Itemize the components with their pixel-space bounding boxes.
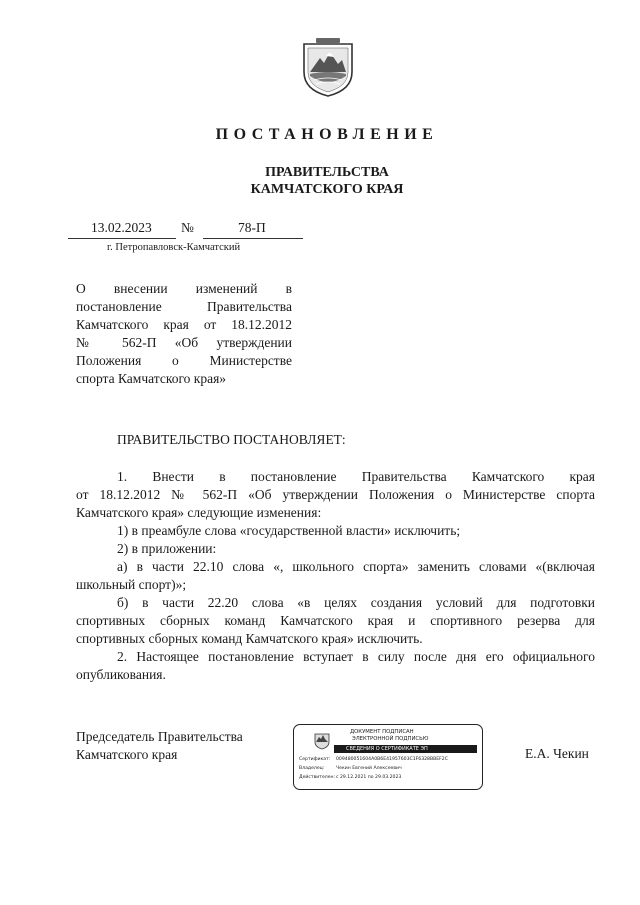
signatory-name: Е.А. Чекин [525, 746, 589, 761]
body-line: спортивных сборных команд Камчатского края» исключить. [76, 631, 423, 646]
stamp-heading: ЭЛЕКТРОННОЙ ПОДПИСЬЮ [352, 736, 429, 742]
body-line: б) в части 22.20 слова «в целях создания условий для подготовки [117, 595, 595, 610]
stamp-heading: ДОКУМЕНТ ПОДПИСАН [350, 729, 414, 735]
stamp-key: Действителен: [299, 775, 336, 780]
signatory-position [76, 728, 243, 764]
stamp-owner-row [299, 766, 402, 771]
stamp-value: 009480051604A0B6E41957603C1F6328BBEF2C [336, 757, 448, 762]
body-line: опубликования. [76, 667, 166, 682]
decree-heading: ПРАВИТЕЛЬСТВО ПОСТАНОВЛЯЕТ: [117, 432, 346, 447]
document-subject [76, 280, 292, 388]
issuer-line-2: КАМЧАТСКОГО КРАЯ [250, 182, 404, 197]
body-line: от 18.12.2012 № 562-П «Об утверждении Положения о Министерстве спорта [76, 487, 595, 502]
subject-line: спорта Камчатского края» [76, 371, 227, 386]
stamp-key: Владелец: [299, 766, 325, 771]
number-sign: № [181, 220, 194, 235]
document-city: г. Петропавловск-Камчатский [107, 242, 241, 253]
body-line: 1. Внести в постановление Правительства Камчатского края [117, 469, 595, 484]
subject-line: Положения о Министерстве [76, 353, 292, 368]
stamp-validity-row [299, 775, 401, 780]
subject-line: О внесении изменений в [76, 281, 292, 296]
body-line: 2) в приложении: [117, 541, 217, 556]
body-line: 2. Настоящее постановление вступает в силу после дня его официального [117, 649, 595, 664]
subject-line: № 562-П «Об утверждении [76, 335, 292, 350]
signatory-position-line: Председатель Правительства [76, 729, 243, 744]
document-number: 78-П [238, 220, 266, 235]
body-line: Камчатского края» следующие изменения: [76, 505, 322, 520]
date-underline [68, 238, 176, 239]
electronic-signature-stamp [293, 724, 483, 790]
number-underline [203, 238, 303, 239]
document-body [76, 468, 595, 684]
body-line: школьный спорт)»; [76, 577, 187, 592]
stamp-value: Чекин Евгений Алексеевич [336, 766, 402, 771]
stamp-value: с 29.12.2021 по 29.03.2023 [336, 775, 402, 780]
subject-line: Камчатского края от 18.12.2012 [76, 317, 292, 332]
signatory-position-line: Камчатского края [76, 747, 178, 762]
body-line: 1) в преамбуле слова «государственной власти» исключить; [117, 523, 461, 538]
stamp-bar-label: СВЕДЕНИЯ О СЕРТИФИКАТЕ ЭП [346, 746, 428, 752]
stamp-certificate-row [299, 757, 448, 762]
document-date: 13.02.2023 [91, 220, 152, 235]
subject-line: постановление Правительства [76, 299, 292, 314]
coat-of-arms-icon [314, 732, 330, 750]
body-line: спортивных сборных команд Камчатского края и спортивного резерва для [76, 613, 595, 628]
issuer-line-1: ПРАВИТЕЛЬСТВА [265, 165, 389, 180]
coat-of-arms-icon [302, 38, 354, 98]
body-line: а) в части 22.10 слова «, школьного спорта» заменить словами «(включая [117, 559, 595, 574]
document-type-title: ПОСТАНОВЛЕНИЕ [215, 126, 439, 143]
stamp-key: Сертификат: [299, 757, 331, 762]
